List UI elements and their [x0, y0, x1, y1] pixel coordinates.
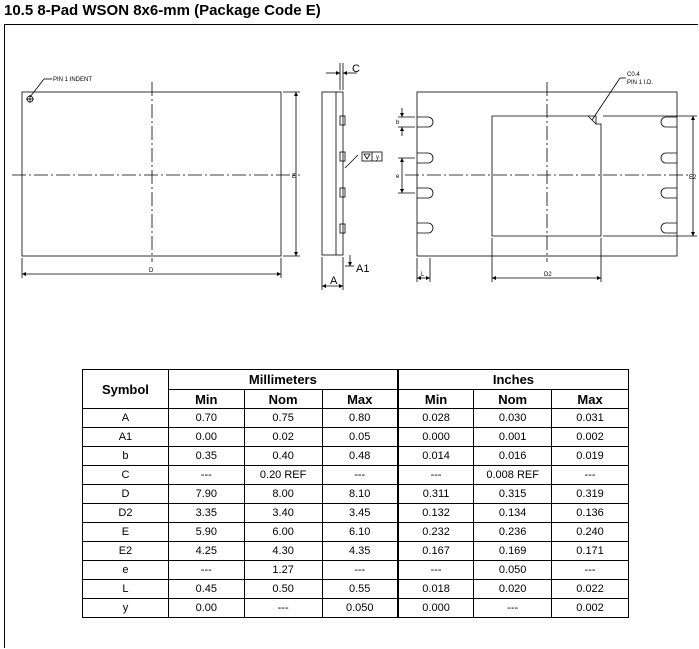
cell-symbol: A — [83, 409, 169, 428]
cell-mm-max: 0.55 — [322, 580, 398, 599]
exposed-pad — [492, 116, 601, 236]
cell-mm-min: 0.00 — [168, 599, 244, 618]
table-row — [83, 542, 629, 561]
mm-max-header: Max — [322, 390, 398, 409]
cell-in-min: 0.232 — [398, 523, 474, 542]
cell-mm-nom: 4.30 — [244, 542, 322, 561]
cell-mm-min: --- — [168, 466, 244, 485]
cell-mm-max: 0.050 — [322, 599, 398, 618]
cell-mm-min: 0.45 — [168, 580, 244, 599]
cell-symbol: D — [83, 485, 169, 504]
cell-in-min: --- — [398, 466, 474, 485]
top-view-body — [22, 92, 281, 256]
cell-in-max: --- — [552, 561, 629, 580]
dim-E2-label: E2 — [689, 175, 697, 181]
cell-in-nom: 0.001 — [474, 428, 552, 447]
cell-mm-nom: 0.40 — [244, 447, 322, 466]
cell-in-min: 0.018 — [398, 580, 474, 599]
cell-symbol: y — [83, 599, 169, 618]
cell-in-min: 0.132 — [398, 504, 474, 523]
cell-mm-nom: 6.00 — [244, 523, 322, 542]
cell-mm-max: 0.05 — [322, 428, 398, 447]
dim-L-label: L — [421, 272, 425, 278]
in-nom-header: Nom — [474, 390, 552, 409]
cell-symbol: E2 — [83, 542, 169, 561]
inches-header: Inches — [398, 370, 629, 390]
cell-in-min: 0.167 — [398, 542, 474, 561]
dim-e-label: e — [396, 174, 400, 180]
table-row — [83, 504, 629, 523]
cell-mm-nom: 1.27 — [244, 561, 322, 580]
cell-symbol: L — [83, 580, 169, 599]
cell-in-max: 0.002 — [552, 599, 629, 618]
cell-in-nom: 0.236 — [474, 523, 552, 542]
symbol-header: Symbol — [83, 370, 169, 409]
cell-in-max: --- — [552, 466, 629, 485]
cell-mm-min: 4.25 — [168, 542, 244, 561]
cell-in-max: 0.019 — [552, 447, 629, 466]
package-outline-drawing — [0, 0, 699, 300]
cell-in-min: 0.311 — [398, 485, 474, 504]
in-min-header: Min — [398, 390, 474, 409]
cell-mm-max: 6.10 — [322, 523, 398, 542]
cell-in-min: 0.028 — [398, 409, 474, 428]
cell-mm-nom: 8.00 — [244, 485, 322, 504]
cell-mm-nom: --- — [244, 599, 322, 618]
table-row — [83, 580, 629, 599]
cell-mm-min: 3.35 — [168, 504, 244, 523]
cell-mm-max: 0.80 — [322, 409, 398, 428]
cell-in-max: 0.002 — [552, 428, 629, 447]
cell-in-max: 0.031 — [552, 409, 629, 428]
cell-in-nom: 0.030 — [474, 409, 552, 428]
table-row — [83, 447, 629, 466]
table-row — [83, 428, 629, 447]
cell-in-max: 0.240 — [552, 523, 629, 542]
dim-C-label: C — [352, 63, 360, 75]
dim-A1-label: A1 — [356, 263, 370, 275]
cell-in-max: 0.136 — [552, 504, 629, 523]
mm-nom-header: Nom — [244, 390, 322, 409]
cell-in-nom: --- — [474, 599, 552, 618]
in-max-header: Max — [552, 390, 629, 409]
cell-mm-max: 0.48 — [322, 447, 398, 466]
cell-mm-max: --- — [322, 561, 398, 580]
cell-in-max: 0.171 — [552, 542, 629, 561]
dim-A-label: A — [330, 275, 338, 287]
cell-in-nom: 0.008 REF — [474, 466, 552, 485]
cell-mm-nom: 3.40 — [244, 504, 322, 523]
cell-symbol: E — [83, 523, 169, 542]
cell-in-min: 0.000 — [398, 599, 474, 618]
table-row — [83, 485, 629, 504]
cell-mm-max: 4.35 — [322, 542, 398, 561]
cell-symbol: b — [83, 447, 169, 466]
cell-in-min: 0.000 — [398, 428, 474, 447]
table-row — [83, 561, 629, 580]
cell-in-nom: 0.020 — [474, 580, 552, 599]
cell-in-max: 0.319 — [552, 485, 629, 504]
millimeters-header: Millimeters — [168, 370, 398, 390]
cell-mm-min: 0.35 — [168, 447, 244, 466]
cell-mm-max: 3.45 — [322, 504, 398, 523]
cell-symbol: C — [83, 466, 169, 485]
cell-mm-min: --- — [168, 561, 244, 580]
cell-in-max: 0.022 — [552, 580, 629, 599]
cell-in-nom: 0.169 — [474, 542, 552, 561]
table-row — [83, 409, 629, 428]
mm-min-header: Min — [168, 390, 244, 409]
pin1-id-label: PIN 1 I.D. — [627, 80, 654, 86]
cell-mm-min: 7.90 — [168, 485, 244, 504]
cell-in-min: 0.014 — [398, 447, 474, 466]
cell-in-min: --- — [398, 561, 474, 580]
table-row — [83, 523, 629, 542]
cell-mm-nom: 0.75 — [244, 409, 322, 428]
cell-in-nom: 0.134 — [474, 504, 552, 523]
cell-mm-min: 0.00 — [168, 428, 244, 447]
dim-D-label: D — [149, 268, 154, 274]
cell-symbol: e — [83, 561, 169, 580]
table-row — [83, 599, 629, 618]
cell-in-nom: 0.315 — [474, 485, 552, 504]
pin1-indent-label: PIN 1 INDENT — [53, 77, 93, 83]
table-row — [83, 466, 629, 485]
cell-in-nom: 0.016 — [474, 447, 552, 466]
cell-mm-max: 8.10 — [322, 485, 398, 504]
cell-mm-nom: 0.20 REF — [244, 466, 322, 485]
dim-b-label: b — [396, 120, 400, 126]
dim-y-label: y — [376, 155, 379, 161]
cell-mm-max: --- — [322, 466, 398, 485]
dim-D2-label: D2 — [544, 272, 552, 278]
dimension-table — [82, 369, 629, 618]
dim-E-label: E — [292, 174, 297, 180]
cell-mm-min: 0.70 — [168, 409, 244, 428]
pin1-leader — [30, 79, 44, 97]
cd4-label: C0.4 — [627, 72, 640, 78]
cell-mm-nom: 0.02 — [244, 428, 322, 447]
page-title: 10.5 8-Pad WSON 8x6-mm (Package Code E) — [4, 2, 321, 19]
cell-symbol: D2 — [83, 504, 169, 523]
cell-mm-nom: 0.50 — [244, 580, 322, 599]
cell-in-nom: 0.050 — [474, 561, 552, 580]
cell-mm-min: 5.90 — [168, 523, 244, 542]
cell-symbol: A1 — [83, 428, 169, 447]
